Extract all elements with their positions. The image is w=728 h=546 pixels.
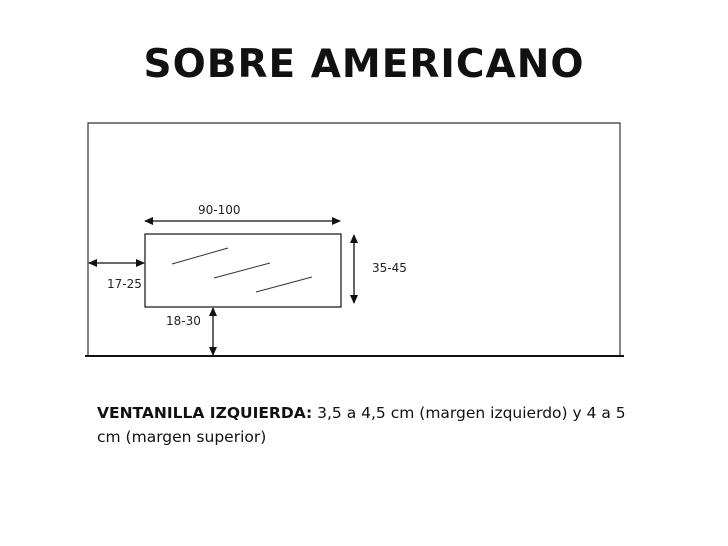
height-range-label: 35-45 [372,261,407,275]
bottom-margin-label: 18-30 [166,314,201,328]
caption-body: 3,5 a 4,5 cm (margen izquierdo) y 4 a 5 cm (margen superior) [97,404,626,446]
left-margin-label: 17-25 [107,277,142,291]
page-title: SOBRE AMERICANO [143,42,585,87]
caption-heading: VENTANILLA IZQUIERDA: [97,404,313,422]
width-range-label: 90-100 [198,203,241,217]
caption [97,401,627,449]
